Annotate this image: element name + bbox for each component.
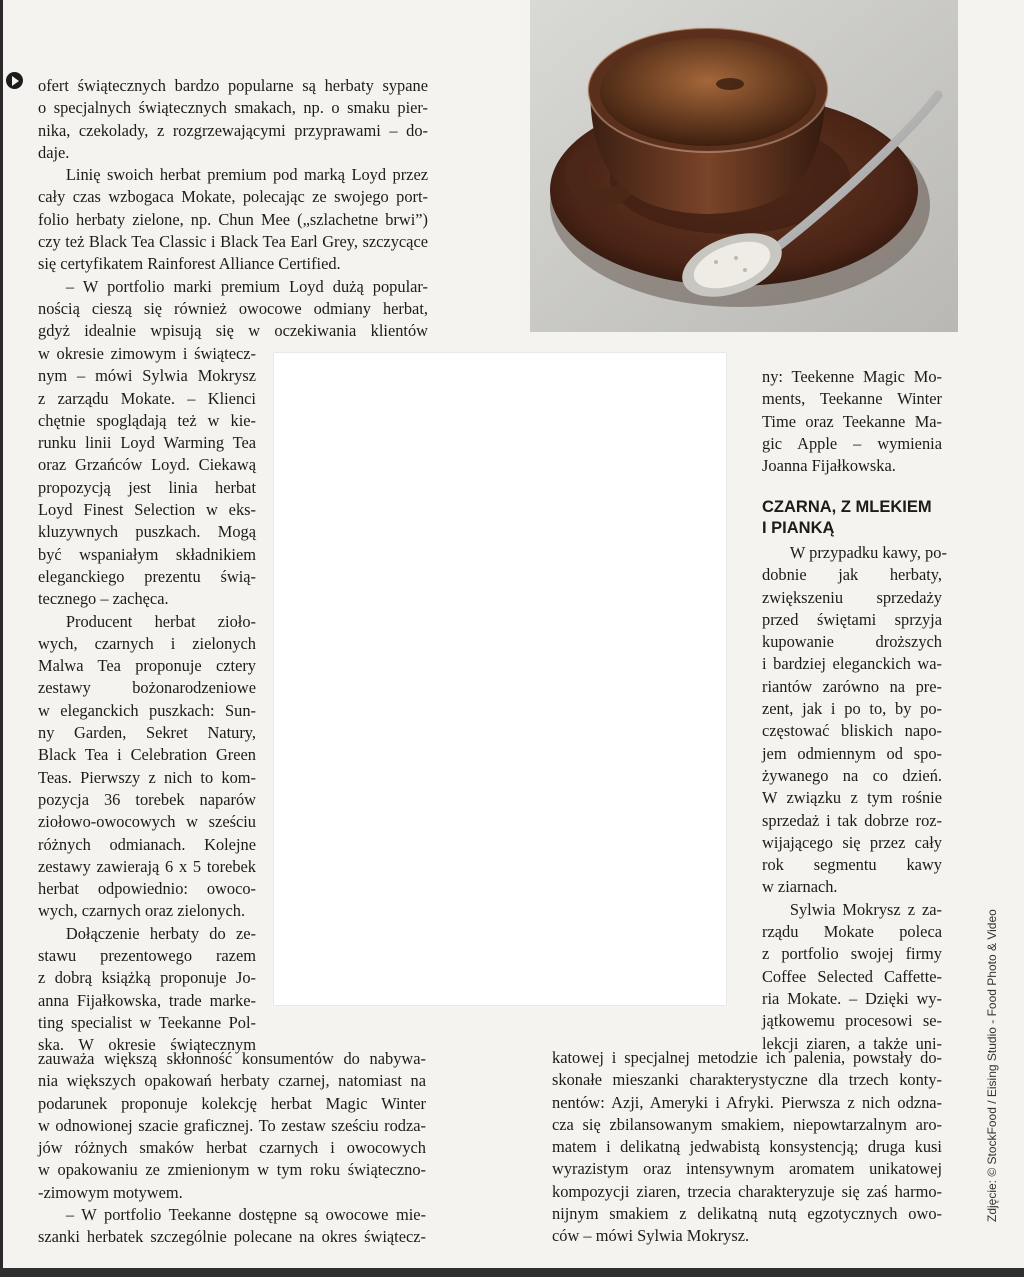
text-line: kompozycji ziaren, trzecia charakteryzuje się zaś harmo- [552, 1181, 942, 1201]
text-line: o specjalnych świątecznych smakach, np. o smaku pier- [38, 98, 428, 118]
text-line: tecznego – zachęca. [38, 589, 169, 609]
text-line: – W portfolio marki premium Loyd dużą popular- [65, 276, 428, 296]
text-line: cały czas wzbogaca Mokate, polecając ze swojego port- [38, 187, 428, 207]
text-line: nijnym smakiem z delikatną nutą egzotycznych owo- [552, 1204, 942, 1224]
text-line: folio herbaty zielone, np. Chun Mee („szlachetne brwi”) [38, 209, 428, 229]
text-line: katowej i specjalnej metodzie ich palenia, powstały do- [552, 1048, 942, 1067]
text-line: rządu Mokate poleca [762, 922, 942, 942]
text-line: skonałe mieszanki charakterystyczne dla trzech konty- [552, 1070, 942, 1090]
text-line: Loyd Finest Selection w eks- [38, 500, 256, 520]
text-line: matem i delikatną jedwabistą konsystencją; druga kusi [552, 1137, 942, 1157]
text-line: ców – mówi Sylwia Mokrysz. [552, 1226, 750, 1246]
text-line: się certyfikatem Rainforest Alliance Certified. [38, 254, 341, 274]
coffee-cup-photo [530, 0, 958, 332]
text-line: anna Fijałkowska, trade marke- [38, 990, 256, 1010]
text-line: daje. [38, 142, 70, 162]
heading-line: I PIANKĄ [762, 519, 835, 537]
text-line: nym – mówi Sylwia Mokrysz [38, 366, 256, 386]
text-line: wych, czarnych i zielonych [38, 633, 256, 653]
text-line: podarunek proponuje kolekcję herbat Magic Winter [38, 1093, 426, 1113]
text-line: ny Garden, Sekret Natury, [38, 723, 256, 743]
text-line: z zarządu Mokate. – Klienci [38, 388, 256, 408]
blank-ad-area [274, 353, 726, 1005]
page-bottom-edge [0, 1268, 1024, 1277]
text-line: i bardziej eleganckich wa- [762, 654, 942, 674]
text-line: nentów: Azji, Ameryki i Afryki. Pierwsza z nich odzna- [552, 1092, 942, 1112]
left-narrow-text [38, 343, 256, 1057]
right-top-text [762, 366, 942, 477]
text-line: Sylwia Mokrysz z za- [789, 899, 942, 919]
text-line: eleganckiego prezentu świą- [38, 566, 256, 586]
text-line: Coffee Selected Caffette- [762, 966, 942, 986]
section-heading [762, 497, 947, 539]
text-line: w eleganckich puszkach: Sun- [38, 700, 256, 720]
left-top-text [38, 75, 428, 343]
text-line: dobnie jak herbaty, [762, 565, 942, 585]
text-line: z dobrą książką proponuje Jo- [38, 968, 256, 988]
text-line: być wspaniałym składnikiem [38, 544, 256, 564]
text-line: Black Tea i Celebration Green [38, 745, 256, 765]
text-line: ska. W okresie świątecznym [38, 1035, 256, 1055]
text-line: W związku z tym rośnie [762, 788, 942, 808]
text-line: ziołowo-owocowych w sześciu [38, 812, 256, 832]
text-line: ting specialist w Teekanne Pol- [38, 1012, 256, 1032]
text-line: Joanna Fijałkowska. [762, 456, 896, 476]
text-line: nością cieszą się również owocowe odmiany herbat, [38, 298, 428, 318]
text-line: stawu prezentowego razem [38, 946, 256, 966]
text-line: kluzywnych puszkach. Mogą [38, 522, 256, 542]
text-line: cza się zbilansowanym smakiem, niepowtarzalnym aro- [552, 1114, 942, 1134]
text-line: ny: Teekenne Magic Mo- [762, 367, 942, 386]
text-line: wych, czarnych oraz zielonych. [38, 901, 246, 921]
text-line: przed świętami sprzyja [762, 609, 942, 629]
text-line: szanki herbatek szczególnie polecane na okres świątecz- [38, 1227, 426, 1247]
text-line: różnych odmianach. Kolejne [38, 834, 256, 854]
text-line: Time oraz Teekanne Ma- [762, 411, 942, 431]
text-line: rok segmentu kawy [762, 855, 942, 875]
photo-credit: Zdjęcie: © StockFood / Eising Studio - Food Photo & Video [985, 909, 999, 1222]
text-line: ments, Teekanne Winter [762, 389, 942, 409]
text-line: ria Mokate. – Dzięki wy- [762, 988, 942, 1008]
text-line: W przypadku kawy, po- [789, 543, 947, 562]
text-line: zestawy zawierają 6 x 5 torebek [38, 856, 256, 876]
right-bottom-text [552, 1047, 942, 1248]
text-line: – W portfolio Teekanne dostępne są owocowe mie- [65, 1205, 426, 1225]
text-line: jów różnych smaków herbat czarnych i owocowych [38, 1138, 426, 1158]
text-line: zwiększeniu sprzedaży [762, 587, 942, 607]
left-bottom-text [38, 1048, 426, 1249]
text-line: gic Apple – wymienia [762, 433, 942, 453]
text-line: kupowanie droższych [762, 632, 942, 652]
text-line: wyrazistym oraz intensywnym aromatem unikatowej [552, 1159, 942, 1179]
text-line: Linię swoich herbat premium pod marką Loyd przez [65, 165, 428, 185]
text-line: lekcji ziaren, a także uni- [762, 1033, 942, 1053]
text-line: pozycja 36 torebek naparów [38, 789, 256, 809]
play-bullet-icon [6, 72, 23, 89]
text-line: Teas. Pierwszy z nich to kom- [38, 767, 256, 787]
text-line: Producent herbat zioło- [65, 611, 256, 631]
text-line: herbat odpowiednio: owoco- [38, 879, 256, 899]
text-line: zauważa większą skłonność konsumentów do nabywa- [38, 1049, 426, 1068]
text-line: zent, jak i po to, by po- [762, 699, 942, 719]
text-line: w odnowionej szacie graficznej. To zestaw sześciu rodza- [38, 1115, 426, 1135]
text-line: -zimowym motywem. [38, 1182, 183, 1202]
text-line: nika, czekolady, z rozgrzewającymi przyprawami – do- [38, 120, 428, 140]
text-line: z portfolio swojej firmy [762, 944, 942, 964]
text-line: sprzedaż i tak dobrze roz- [762, 810, 942, 830]
text-line: w okresie zimowym i świątecz- [38, 344, 256, 363]
right-mid-text [762, 542, 947, 1055]
text-line: chętnie spoglądają też w kie- [38, 410, 256, 430]
text-line: propozycją jest linia herbat [38, 477, 256, 497]
page-left-edge [0, 0, 3, 1277]
text-line: częstować bliskich napo- [762, 721, 942, 741]
text-line: riantów zarówno na pre- [762, 676, 942, 696]
text-line: jątkowemu procesowi se- [762, 1011, 942, 1031]
text-line: nia większych opakowań herbaty czarnej, natomiast na [38, 1071, 426, 1091]
text-line: żywanego na co dzień. [762, 765, 942, 785]
text-line: gdyż idealnie wpisują się w oczekiwania klientów [38, 321, 428, 341]
heading-line: CZARNA, Z MLEKIEM [762, 498, 932, 516]
text-line: Dołączenie herbaty do ze- [65, 923, 256, 943]
text-line: Malwa Tea proponuje cztery [38, 656, 256, 676]
text-line: oraz Grzańców Loyd. Ciekawą [38, 455, 256, 475]
text-line: czy też Black Tea Classic i Black Tea Earl Grey, szczycące [38, 232, 428, 252]
text-line: wijającego się przez cały [762, 832, 942, 852]
text-line: w opakowaniu ze zmienionym w tym roku świąteczno- [38, 1160, 426, 1180]
text-line: ofert świątecznych bardzo popularne są herbaty sypane [38, 76, 428, 95]
text-line: runku linii Loyd Warming Tea [38, 433, 256, 453]
text-line: w ziarnach. [762, 877, 838, 897]
text-line: jem odmiennym od spo- [762, 743, 942, 763]
text-line: zestawy bożonarodzeniowe [38, 678, 256, 698]
